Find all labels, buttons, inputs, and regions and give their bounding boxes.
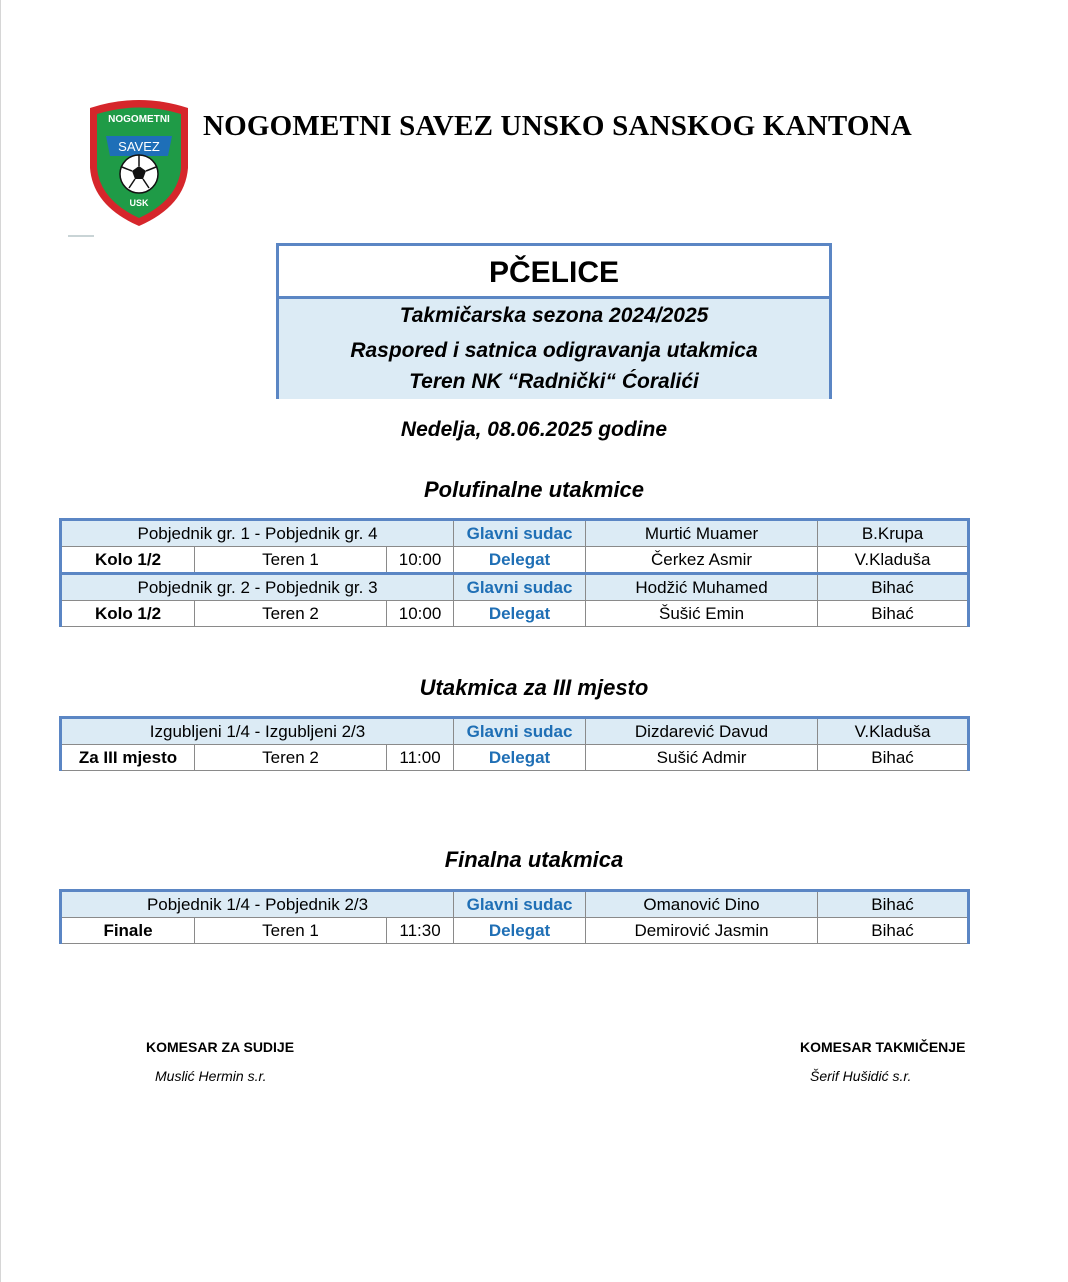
signature-left-title: KOMESAR ZA SUDIJE <box>146 1039 295 1055</box>
match-pairing: Izgubljeni 1/4 - Izgubljeni 2/3 <box>61 718 454 745</box>
delegate-city: Bihać <box>818 918 969 944</box>
referee-name: Dizdarević Davud <box>586 718 818 745</box>
organization-title: NOGOMETNI SAVEZ UNSKO SANSKOG KANTONA <box>203 110 912 142</box>
field-label: Teren 1 <box>195 918 387 944</box>
schedule-line-1: Raspored i satnica odigravanja utakmica <box>350 339 758 362</box>
table-row <box>61 601 969 627</box>
round-label: Kolo 1/2 <box>61 601 195 627</box>
schedule-description <box>279 332 829 399</box>
match-date: Nedelja, 08.06.2025 godine <box>400 418 668 441</box>
referee-label: Glavni sudac <box>454 574 586 601</box>
match-pairing: Pobjednik gr. 1 - Pobjednik gr. 4 <box>61 520 454 547</box>
referee-city: Bihać <box>818 574 969 601</box>
title-box <box>276 243 832 399</box>
delegate-city: V.Kladuša <box>818 547 969 574</box>
season-label: Takmičarska sezona 2024/2025 <box>279 296 829 335</box>
referee-label: Glavni sudac <box>454 718 586 745</box>
table-row <box>61 520 969 547</box>
round-label: Za III mjesto <box>61 745 195 771</box>
final-table <box>59 889 970 944</box>
delegate-label: Delegat <box>454 601 586 627</box>
match-time: 10:00 <box>387 547 454 574</box>
referee-name: Hodžić Muhamed <box>586 574 818 601</box>
signature-right-name: Šerif Hušidić s.r. <box>810 1068 912 1084</box>
field-label: Teren 2 <box>195 745 387 771</box>
match-time: 10:00 <box>387 601 454 627</box>
referee-city: V.Kladuša <box>818 718 969 745</box>
referee-city: Bihać <box>818 891 969 918</box>
referee-label: Glavni sudac <box>454 891 586 918</box>
delegate-city: Bihać <box>818 745 969 771</box>
referee-name: Murtić Muamer <box>586 520 818 547</box>
svg-text:SAVEZ: SAVEZ <box>118 139 160 154</box>
section-heading-third-place: Utakmica za III mjesto <box>419 675 649 700</box>
table-row <box>61 547 969 574</box>
referee-label: Glavni sudac <box>454 520 586 547</box>
delegate-name: Šušić Emin <box>586 601 818 627</box>
match-pairing: Pobjednik gr. 2 - Pobjednik gr. 3 <box>61 574 454 601</box>
delegate-name: Demirović Jasmin <box>586 918 818 944</box>
competition-title: PČELICE <box>279 246 829 296</box>
table-row <box>61 718 969 745</box>
delegate-name: Sušić Admir <box>586 745 818 771</box>
table-row <box>61 891 969 918</box>
round-label: Kolo 1/2 <box>61 547 195 574</box>
section-heading-semifinals: Polufinalne utakmice <box>423 477 645 502</box>
svg-text:NOGOMETNI: NOGOMETNI <box>108 114 170 125</box>
referee-name: Omanović Dino <box>586 891 818 918</box>
referee-city: B.Krupa <box>818 520 969 547</box>
logo-underline <box>68 235 94 237</box>
round-label: Finale <box>61 918 195 944</box>
field-label: Teren 1 <box>195 547 387 574</box>
table-row <box>61 574 969 601</box>
match-time: 11:30 <box>387 918 454 944</box>
table-row <box>61 918 969 944</box>
delegate-label: Delegat <box>454 918 586 944</box>
semifinals-table <box>59 518 970 627</box>
delegate-name: Čerkez Asmir <box>586 547 818 574</box>
match-time: 11:00 <box>387 745 454 771</box>
field-label: Teren 2 <box>195 601 387 627</box>
delegate-city: Bihać <box>818 601 969 627</box>
federation-logo <box>80 98 198 228</box>
table-row <box>61 745 969 771</box>
delegate-label: Delegat <box>454 745 586 771</box>
third-place-table <box>59 716 970 771</box>
page-edge <box>0 0 1 1282</box>
schedule-line-2: Teren NK “Radnički“ Ćoralići <box>409 370 699 393</box>
svg-text:USK: USK <box>129 198 149 208</box>
signature-right-title: KOMESAR TAKMIČENJE <box>800 1039 966 1055</box>
delegate-label: Delegat <box>454 547 586 574</box>
match-pairing: Pobjednik 1/4 - Pobjednik 2/3 <box>61 891 454 918</box>
signature-left-name: Muslić Hermin s.r. <box>155 1068 267 1084</box>
section-heading-final: Finalna utakmica <box>444 847 624 872</box>
